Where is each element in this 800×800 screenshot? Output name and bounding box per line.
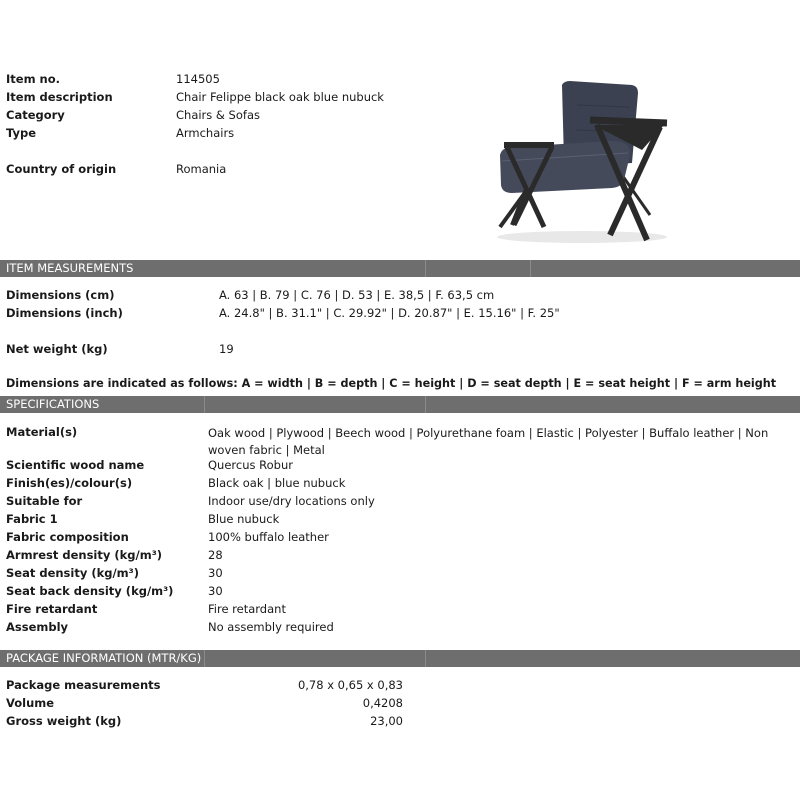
dimensions-cm-value: A. 63 | B. 79 | C. 76 | D. 53 | E. 38,5 | F. 63,5 cm — [219, 288, 495, 302]
seat-density-label: Seat density (kg/m³) — [6, 566, 139, 580]
net-weight-label: Net weight (kg) — [6, 342, 108, 356]
fabric-composition-value: 100% buffalo leather — [208, 530, 329, 544]
scientific-wood-name-value: Quercus Robur — [208, 458, 293, 472]
measurements-header-title: ITEM MEASUREMENTS — [6, 261, 134, 275]
item-no-label: Item no. — [6, 72, 61, 86]
type-label: Type — [6, 126, 37, 140]
type-value: Armchairs — [176, 126, 235, 140]
package-header — [0, 650, 800, 667]
fabric-1-label: Fabric 1 — [6, 512, 58, 526]
net-weight-value: 19 — [219, 342, 234, 356]
fabric-1-value: Blue nubuck — [208, 512, 280, 526]
seat-back-density-label: Seat back density (kg/m³) — [6, 584, 174, 598]
item-description-value: Chair Felippe black oak blue nubuck — [176, 90, 384, 104]
volume-label: Volume — [6, 696, 55, 710]
header-divider — [425, 260, 426, 277]
measurements-header — [0, 260, 800, 277]
package-header-title: PACKAGE INFORMATION (MTR/KG) — [6, 651, 202, 665]
country-label: Country of origin — [6, 162, 117, 176]
product-image — [482, 75, 682, 250]
header-divider — [204, 650, 205, 667]
seat-back-density-value: 30 — [208, 584, 223, 598]
gross-weight-label: Gross weight (kg) — [6, 714, 122, 728]
suitable-for-value: Indoor use/dry locations only — [208, 494, 375, 508]
armrest-density-label: Armrest density (kg/m³) — [6, 548, 162, 562]
item-no-value: 114505 — [176, 72, 220, 86]
dimensions-inch-label: Dimensions (inch) — [6, 306, 123, 320]
country-value: Romania — [176, 162, 227, 176]
gross-weight-value: 23,00 — [370, 714, 403, 728]
volume-value: 0,4208 — [362, 696, 403, 710]
assembly-label: Assembly — [6, 620, 69, 634]
fabric-composition-label: Fabric composition — [6, 530, 129, 544]
fire-retardant-value: Fire retardant — [208, 602, 286, 616]
package-measurements-value: 0,78 x 0,65 x 0,83 — [297, 678, 403, 692]
suitable-for-label: Suitable for — [6, 494, 83, 508]
materials-label: Material(s) — [6, 425, 78, 439]
header-divider — [204, 396, 205, 413]
dimensions-inch-value: A. 24.8" | B. 31.1" | C. 29.92" | D. 20.87" | E. 15.16" | F. 25" — [219, 306, 560, 320]
scientific-wood-name-label: Scientific wood name — [6, 458, 145, 472]
category-label: Category — [6, 108, 65, 122]
armrest-density-value: 28 — [208, 548, 223, 562]
finish-colour-value: Black oak | blue nubuck — [208, 476, 346, 490]
assembly-value: No assembly required — [208, 620, 334, 634]
dimensions-cm-label: Dimensions (cm) — [6, 288, 115, 302]
category-value: Chairs & Sofas — [176, 108, 260, 122]
materials-value: Oak wood | Plywood | Beech wood | Polyurethane foam | Elastic | Polyester | Buffalo leather | Non woven fabric | Metal — [208, 426, 769, 457]
header-divider — [425, 650, 426, 667]
specifications-header — [0, 396, 800, 413]
specifications-header-title: SPECIFICATIONS — [6, 397, 100, 411]
dimensions-legend-note: Dimensions are indicated as follows: A = width | B = depth | C = height | D = seat depth | E = seat height | F = arm height — [6, 377, 777, 390]
finish-colour-label: Finish(es)/colour(s) — [6, 476, 133, 490]
seat-density-value: 30 — [208, 566, 223, 580]
package-measurements-label: Package measurements — [6, 678, 161, 692]
header-divider — [425, 396, 426, 413]
fire-retardant-label: Fire retardant — [6, 602, 98, 616]
item-description-label: Item description — [6, 90, 113, 104]
header-divider — [530, 260, 531, 277]
